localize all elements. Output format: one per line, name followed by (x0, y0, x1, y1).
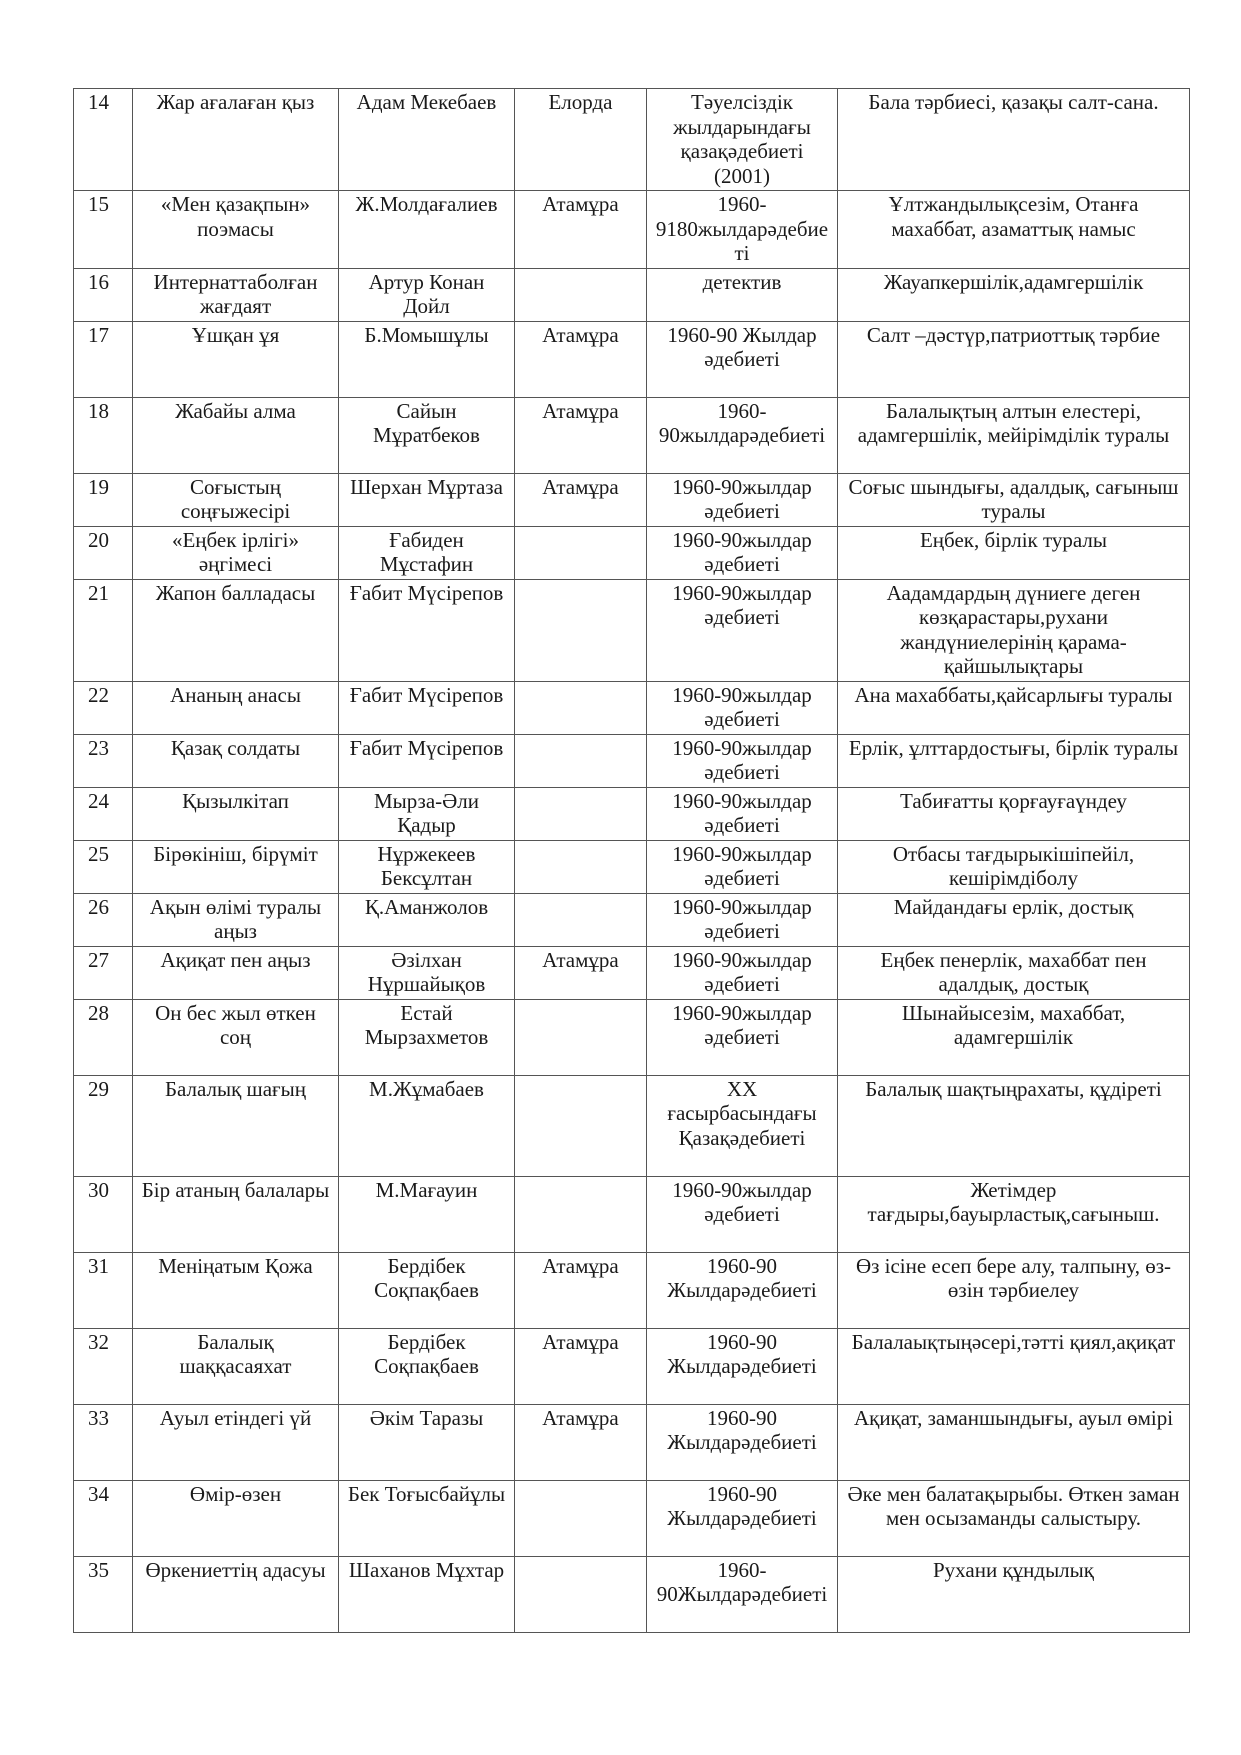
work-title: Қазақ солдаты (133, 734, 339, 787)
literary-period: 1960-90жылдар әдебиеті (647, 1176, 838, 1252)
work-title: Жар ағалаған қыз (133, 89, 339, 191)
table-row (74, 840, 1190, 893)
author: Бердібек Соқпақбаев (339, 1252, 515, 1328)
literary-period: 1960-90жылдар әдебиеті (647, 681, 838, 734)
literary-period: 1960-90 Жылдарәдебиеті (647, 1252, 838, 1328)
author: Ж.Молдағалиев (339, 191, 515, 269)
work-title: «Мен қазақпын» поэмасы (133, 191, 339, 269)
table-row (74, 397, 1190, 473)
theme: Әке мен балатақырыбы. Өткен заман мен осызаманды салыстыру. (838, 1480, 1190, 1556)
literary-period: 1960-90 Жылдарәдебиеті (647, 1480, 838, 1556)
publisher (515, 681, 647, 734)
work-title: Өркениеттің адасуы (133, 1556, 339, 1632)
work-title: Интернаттаболған жағдаят (133, 268, 339, 321)
work-title: Өмір-өзен (133, 1480, 339, 1556)
theme: Еңбек, бірлік туралы (838, 526, 1190, 579)
literary-period: 1960-90жылдар әдебиеті (647, 473, 838, 526)
table-row (74, 1556, 1190, 1632)
work-title: Соғыстың соңғыжесірі (133, 473, 339, 526)
row-number: 35 (74, 1556, 133, 1632)
author: Артур Конан Дойл (339, 268, 515, 321)
publisher (515, 999, 647, 1075)
author: Б.Момышұлы (339, 321, 515, 397)
literary-period: 1960-90жылдар әдебиеті (647, 579, 838, 681)
row-number: 30 (74, 1176, 133, 1252)
theme: Майдандағы ерлік, достық (838, 893, 1190, 946)
table-row (74, 734, 1190, 787)
literary-period: 1960-90жылдар әдебиеті (647, 734, 838, 787)
row-number: 27 (74, 946, 133, 999)
publisher: Атамұра (515, 946, 647, 999)
literary-period: 1960-90жылдар әдебиеті (647, 526, 838, 579)
publisher: Атамұра (515, 473, 647, 526)
row-number: 28 (74, 999, 133, 1075)
publisher (515, 1480, 647, 1556)
literary-period: 1960-90жылдар әдебиеті (647, 787, 838, 840)
author: М.Жұмабаев (339, 1075, 515, 1176)
theme: Жетімдер тағдыры,бауырластық,сағыныш. (838, 1176, 1190, 1252)
row-number: 15 (74, 191, 133, 269)
publisher (515, 268, 647, 321)
literary-period: 1960-90жылдар әдебиеті (647, 840, 838, 893)
publisher: Атамұра (515, 1328, 647, 1404)
table-row (74, 1075, 1190, 1176)
row-number: 16 (74, 268, 133, 321)
table-row (74, 681, 1190, 734)
publisher: Атамұра (515, 321, 647, 397)
literary-period: 1960-90жылдар әдебиеті (647, 999, 838, 1075)
author: Сайын Мұратбеков (339, 397, 515, 473)
row-number: 31 (74, 1252, 133, 1328)
row-number: 26 (74, 893, 133, 946)
table-row (74, 946, 1190, 999)
table-row (74, 89, 1190, 191)
author: Ғабиден Мұстафин (339, 526, 515, 579)
author: М.Мағауин (339, 1176, 515, 1252)
literary-period: XX ғасырбасындағы Қазақәдебиеті (647, 1075, 838, 1176)
table-row (74, 1176, 1190, 1252)
publisher: Атамұра (515, 191, 647, 269)
theme: Соғыс шындығы, адалдық, сағыныш туралы (838, 473, 1190, 526)
publisher (515, 1075, 647, 1176)
literary-period: 1960-90жылдар әдебиеті (647, 893, 838, 946)
theme: Аадамдардың дүниеге деген көзқарастары,рухани жандүниелерінің қарама-қайшылықтары (838, 579, 1190, 681)
publisher (515, 893, 647, 946)
table-row (74, 191, 1190, 269)
literary-period: 1960-90жылдар әдебиеті (647, 946, 838, 999)
author: Адам Мекебаев (339, 89, 515, 191)
publisher (515, 1556, 647, 1632)
row-number: 29 (74, 1075, 133, 1176)
table-row (74, 893, 1190, 946)
row-number: 22 (74, 681, 133, 734)
row-number: 25 (74, 840, 133, 893)
work-title: Балалық шағың (133, 1075, 339, 1176)
author: Ғабит Мүсірепов (339, 681, 515, 734)
table-row (74, 1480, 1190, 1556)
author: Естай Мырзахметов (339, 999, 515, 1075)
literary-period: 1960-9180жылдарәдебиеті (647, 191, 838, 269)
author: Бердібек Соқпақбаев (339, 1328, 515, 1404)
author: Шаханов Мұхтар (339, 1556, 515, 1632)
work-title: Он бес жыл өткен соң (133, 999, 339, 1075)
theme: Балалаықтыңәсері,тәтті қиял,ақиқат (838, 1328, 1190, 1404)
publisher (515, 579, 647, 681)
table-row (74, 526, 1190, 579)
theme: Отбасы тағдырыкішіпейіл, кешірімдіболу (838, 840, 1190, 893)
theme: Шынайысезім, махаббат, адамгершілік (838, 999, 1190, 1075)
author: Әзілхан Нұршайықов (339, 946, 515, 999)
author: Мырза-Әли Қадыр (339, 787, 515, 840)
table-row (74, 999, 1190, 1075)
row-number: 17 (74, 321, 133, 397)
theme: Еңбек пенерлік, махаббат пен адалдық, достық (838, 946, 1190, 999)
theme: Ұлтжандылықсезім, Отанға махаббат, азаматтық намыс (838, 191, 1190, 269)
publisher: Атамұра (515, 397, 647, 473)
work-title: Ананың анасы (133, 681, 339, 734)
theme: Өз ісіне есеп бере алу, талпыну, өз-өзін тәрбиелеу (838, 1252, 1190, 1328)
publisher (515, 1176, 647, 1252)
publisher: Атамұра (515, 1252, 647, 1328)
theme: Ана махаббаты,қайсарлығы туралы (838, 681, 1190, 734)
table-row (74, 473, 1190, 526)
row-number: 21 (74, 579, 133, 681)
work-title: Ақын өлімі туралы аңыз (133, 893, 339, 946)
literary-period: Тәуелсіздік жылдарындағы қазақәдебиеті (2001) (647, 89, 838, 191)
theme: Рухани құндылық (838, 1556, 1190, 1632)
table-row (74, 1252, 1190, 1328)
table-row (74, 321, 1190, 397)
row-number: 32 (74, 1328, 133, 1404)
theme: Балалықтың алтын елестері, адамгершілік, мейірімділік туралы (838, 397, 1190, 473)
author: Нұржекеев Бексұлтан (339, 840, 515, 893)
author: Әкім Таразы (339, 1404, 515, 1480)
theme: Салт –дәстүр,патриоттық тәрбие (838, 321, 1190, 397)
author: Бек Тоғысбайұлы (339, 1480, 515, 1556)
work-title: «Еңбек ірлігі» әңгімесі (133, 526, 339, 579)
theme: Табиғатты қорғауғаүндеу (838, 787, 1190, 840)
work-title: Бір атаның балалары (133, 1176, 339, 1252)
table-row (74, 1328, 1190, 1404)
literary-period: детектив (647, 268, 838, 321)
publisher (515, 734, 647, 787)
row-number: 24 (74, 787, 133, 840)
publisher: Елорда (515, 89, 647, 191)
theme: Балалық шақтыңрахаты, құдіреті (838, 1075, 1190, 1176)
work-title: Жабайы алма (133, 397, 339, 473)
work-title: Ұшқан ұя (133, 321, 339, 397)
author: Ғабит Мүсірепов (339, 579, 515, 681)
row-number: 19 (74, 473, 133, 526)
work-title: Балалық шаққасаяхат (133, 1328, 339, 1404)
row-number: 23 (74, 734, 133, 787)
literature-table (73, 88, 1190, 1633)
work-title: Бірөкініш, бірүміт (133, 840, 339, 893)
author: Қ.Аманжолов (339, 893, 515, 946)
author: Шерхан Мұртаза (339, 473, 515, 526)
theme: Жауапкершілік,адамгершілік (838, 268, 1190, 321)
theme: Ақиқат, заманшындығы, ауыл өмірі (838, 1404, 1190, 1480)
table-row (74, 787, 1190, 840)
table-row (74, 579, 1190, 681)
row-number: 33 (74, 1404, 133, 1480)
work-title: Ақиқат пен аңыз (133, 946, 339, 999)
publisher (515, 787, 647, 840)
publisher (515, 840, 647, 893)
row-number: 14 (74, 89, 133, 191)
row-number: 20 (74, 526, 133, 579)
theme: Ерлік, ұлттардостығы, бірлік туралы (838, 734, 1190, 787)
literary-period: 1960-90жылдарәдебиеті (647, 397, 838, 473)
literary-period: 1960-90 Жылдарәдебиеті (647, 1328, 838, 1404)
work-title: Қызылкітап (133, 787, 339, 840)
literary-period: 1960-90 Жылдарәдебиеті (647, 1404, 838, 1480)
publisher (515, 526, 647, 579)
work-title: Меніңатым Қожа (133, 1252, 339, 1328)
row-number: 34 (74, 1480, 133, 1556)
author: Ғабит Мүсірепов (339, 734, 515, 787)
document-page (73, 88, 1189, 1633)
table-row (74, 1404, 1190, 1480)
literary-period: 1960-90 Жылдар әдебиеті (647, 321, 838, 397)
row-number: 18 (74, 397, 133, 473)
publisher: Атамұра (515, 1404, 647, 1480)
literary-period: 1960-90Жылдарәдебиеті (647, 1556, 838, 1632)
theme: Бала тәрбиесі, қазақы салт-сана. (838, 89, 1190, 191)
work-title: Жапон балладасы (133, 579, 339, 681)
table-row (74, 268, 1190, 321)
work-title: Ауыл етіндегі үй (133, 1404, 339, 1480)
